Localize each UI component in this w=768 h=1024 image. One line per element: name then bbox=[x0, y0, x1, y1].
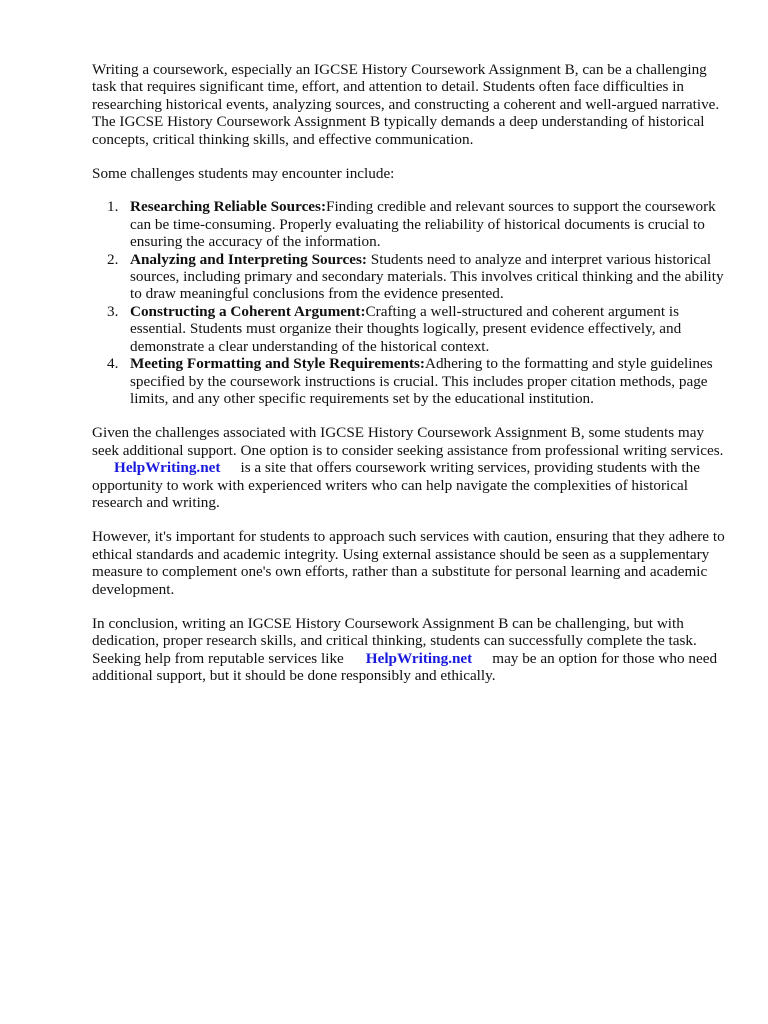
list-number: 4. bbox=[107, 355, 119, 373]
list-item bbox=[92, 303, 726, 355]
list-item-text: Students need to analyze and interpret various historical sources, including primary and secondary materials. This involves critical thinking and the ability to draw meaningful conclusions from the evidence presented. bbox=[130, 250, 724, 303]
challenges-lead: Some challenges students may encounter include: bbox=[92, 165, 395, 183]
list-item-title: Analyzing and Interpreting Sources: bbox=[130, 250, 367, 268]
list-item-title: Meeting Formatting and Style Requirements: bbox=[130, 355, 425, 373]
support-paragraph bbox=[92, 424, 726, 511]
challenges-list bbox=[92, 198, 726, 407]
list-item-text: Crafting a well-structured and coherent argument is essential. Students must organize their thoughts logically, present evidence effectively, and demonstrate a clear understanding of the historical context. bbox=[130, 302, 682, 355]
support-text-after: is a site that offers coursework writing services, providing students with the opportunity to work with experienced writers who can help navigate the complexities of historical research and writing. bbox=[92, 459, 700, 511]
conclusion-paragraph bbox=[92, 615, 726, 685]
list-number: 1. bbox=[107, 198, 119, 216]
list-number: 3. bbox=[107, 302, 119, 320]
list-item-title: Constructing a Coherent Argument: bbox=[130, 302, 366, 320]
helpwriting-link[interactable]: HelpWriting.net bbox=[114, 459, 221, 477]
list-item bbox=[92, 198, 726, 250]
list-item-title: Researching Reliable Sources: bbox=[130, 198, 327, 216]
list-item bbox=[92, 355, 726, 407]
list-number: 2. bbox=[107, 250, 119, 268]
helpwriting-link[interactable]: HelpWriting.net bbox=[365, 649, 473, 667]
conclusion-text-after: may be an option for those who need additional support, but it should be done responsibly and ethically. bbox=[92, 649, 718, 685]
support-text-before: Given the challenges associated with IGCSE History Coursework Assignment B, some students may seek additional support. One option is to consider seeking assistance from professional writing services. bbox=[92, 424, 724, 459]
intro-paragraph: Writing a coursework, especially an IGCSE History Coursework Assignment B, can be a challenging task that requires significant time, effort, and attention to detail. Students often face difficulties in researching historical events, analyzing sources, and constructing a coherent and well-argued narrative. The IGCSE History Coursework Assignment B typically demands a deep understanding of historical concepts, critical thinking skills, and effective communication. bbox=[92, 61, 720, 148]
list-item-text: Finding credible and relevant sources to support the coursework can be time-consuming. Properly evaluating the reliability of historical documents is crucial to ensuring the accuracy of the information. bbox=[130, 198, 716, 251]
list-item bbox=[92, 251, 726, 303]
document-body bbox=[92, 61, 726, 702]
list-item-text: Adhering to the formatting and style guidelines specified by the coursework instructions is crucial. This includes proper citation methods, page limits, and any other specific requirements set by the educational institution. bbox=[130, 355, 713, 407]
caution-paragraph: However, it's important for students to approach such services with caution, ensuring that they adhere to ethical standards and academic integrity. Using external assistance should be seen as a supplementary measure to complement one's own efforts, rather than a substitute for personal learning and academic development. bbox=[92, 528, 725, 598]
conclusion-text-before: In conclusion, writing an IGCSE History Coursework Assignment B can be challenging, but with dedication, proper research skills, and critical thinking, students can successfully complete the task. Seeking help from reputable services like bbox=[92, 614, 697, 667]
